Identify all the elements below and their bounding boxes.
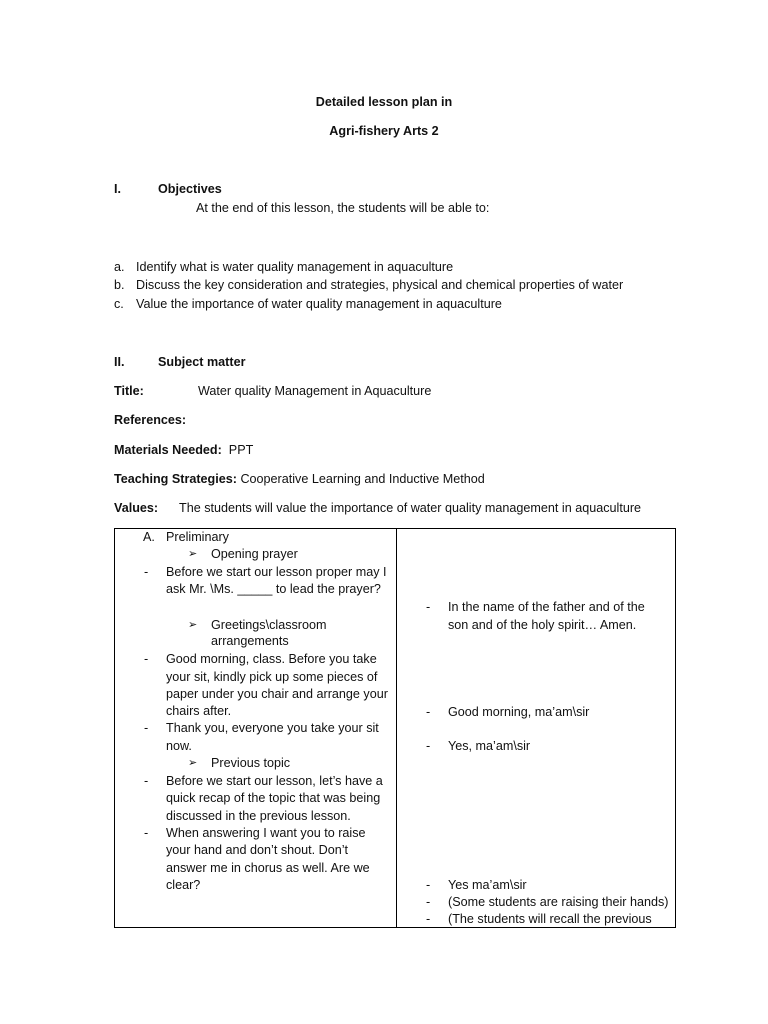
student-line: In the name of the father and of the	[448, 600, 645, 614]
previous-topic: Previous topic	[211, 756, 291, 770]
teacher-line: Good morning, class. Before you take	[166, 652, 377, 666]
teacher-line: Thank you, everyone you take your sit	[166, 721, 379, 735]
objective-text: Discuss the key consideration and strategies, physical and chemical properties of water	[136, 278, 624, 292]
teacher-line: discussed in the previous lesson.	[166, 809, 351, 823]
objectives-intro: At the end of this lesson, the students will be able to:	[196, 201, 490, 215]
student-line: Yes ma’am\sir	[448, 878, 527, 892]
objective-item-a	[114, 260, 453, 274]
teacher-line: Before we start our lesson proper may I	[166, 565, 387, 579]
dash-bullet: -	[144, 652, 149, 666]
dash-bullet: -	[144, 774, 149, 788]
greetings: Greetings\classroom	[211, 618, 327, 632]
teacher-line: chairs after.	[166, 704, 232, 718]
document-title-line2: Agri-fishery Arts 2	[329, 124, 439, 138]
dash-bullet: -	[426, 895, 431, 909]
greetings: arrangements	[211, 634, 289, 648]
subject-matter-numeral: II.	[114, 355, 125, 369]
objectives-numeral: I.	[114, 182, 121, 196]
references-label: References:	[114, 413, 187, 427]
student-line: son and of the holy spirit… Amen.	[448, 618, 637, 632]
dash-bullet: -	[426, 705, 431, 719]
values-label: Values:	[114, 501, 159, 515]
teacher-line: your sit, kindly pick up some pieces of	[166, 670, 378, 684]
strategies-row	[114, 472, 485, 486]
teacher-line: now.	[166, 739, 192, 753]
teacher-line: quick recap of the topic that was being	[166, 791, 381, 805]
student-activity-column	[397, 529, 676, 928]
teacher-line: ask Mr. \Ms. _____ to lead the prayer?	[166, 582, 381, 596]
title-label: Title:	[114, 384, 144, 398]
student-line: (Some students are raising their hands)	[448, 895, 669, 909]
student-line: Yes, ma’am\sir	[448, 739, 531, 753]
dash-bullet: -	[426, 912, 431, 926]
title-value: Water quality Management in Aquaculture	[198, 384, 432, 398]
teacher-line: your hand and don’t shout. Don’t	[166, 843, 349, 857]
teacher-line: answer me in chorus as well. Are we	[166, 861, 370, 875]
teacher-activity-column	[115, 529, 397, 928]
objective-item-c	[114, 297, 502, 311]
values-value: The students will value the importance of water quality management in aquaculture	[179, 501, 642, 515]
dash-bullet: -	[144, 826, 149, 840]
lesson-procedure-table	[114, 528, 676, 928]
teacher-line: When answering I want you to raise	[166, 826, 366, 840]
objective-label: a.	[114, 260, 125, 274]
arrow-bullet-icon: ➢	[188, 619, 198, 631]
arrow-bullet-icon: ➢	[188, 548, 198, 560]
dash-bullet: -	[426, 600, 431, 614]
strategies-value: Cooperative Learning and Inductive Method	[240, 472, 485, 486]
dash-bullet: -	[144, 721, 149, 735]
student-line: Good morning, ma’am\sir	[448, 705, 590, 719]
objectives-heading: Objectives	[158, 182, 222, 196]
teacher-line: Before we start our lesson, let’s have a	[166, 774, 383, 788]
section-label: A.	[143, 530, 155, 544]
objective-item-b	[114, 278, 623, 292]
objective-label: b.	[114, 278, 125, 292]
dash-bullet: -	[426, 739, 431, 753]
opening-prayer: Opening prayer	[211, 547, 298, 561]
arrow-bullet-icon: ➢	[188, 757, 198, 769]
materials-label: Materials Needed:	[114, 443, 222, 457]
objective-text: Identify what is water quality management in aquaculture	[136, 260, 454, 274]
objective-label: c.	[114, 297, 124, 311]
student-line: (The students will recall the previous	[448, 912, 652, 926]
subject-matter-heading: Subject matter	[158, 355, 246, 369]
teacher-line: paper under you chair and arrange your	[166, 687, 388, 701]
teacher-line: clear?	[166, 878, 201, 892]
materials-value: PPT	[228, 443, 254, 457]
objective-text: Value the importance of water quality management in aquaculture	[136, 297, 502, 311]
dash-bullet: -	[426, 878, 431, 892]
dash-bullet: -	[144, 565, 149, 579]
materials-row	[114, 443, 253, 457]
section-title: Preliminary	[166, 530, 229, 544]
document-title-line1: Detailed lesson plan in	[315, 95, 453, 109]
strategies-label: Teaching Strategies:	[114, 472, 237, 486]
